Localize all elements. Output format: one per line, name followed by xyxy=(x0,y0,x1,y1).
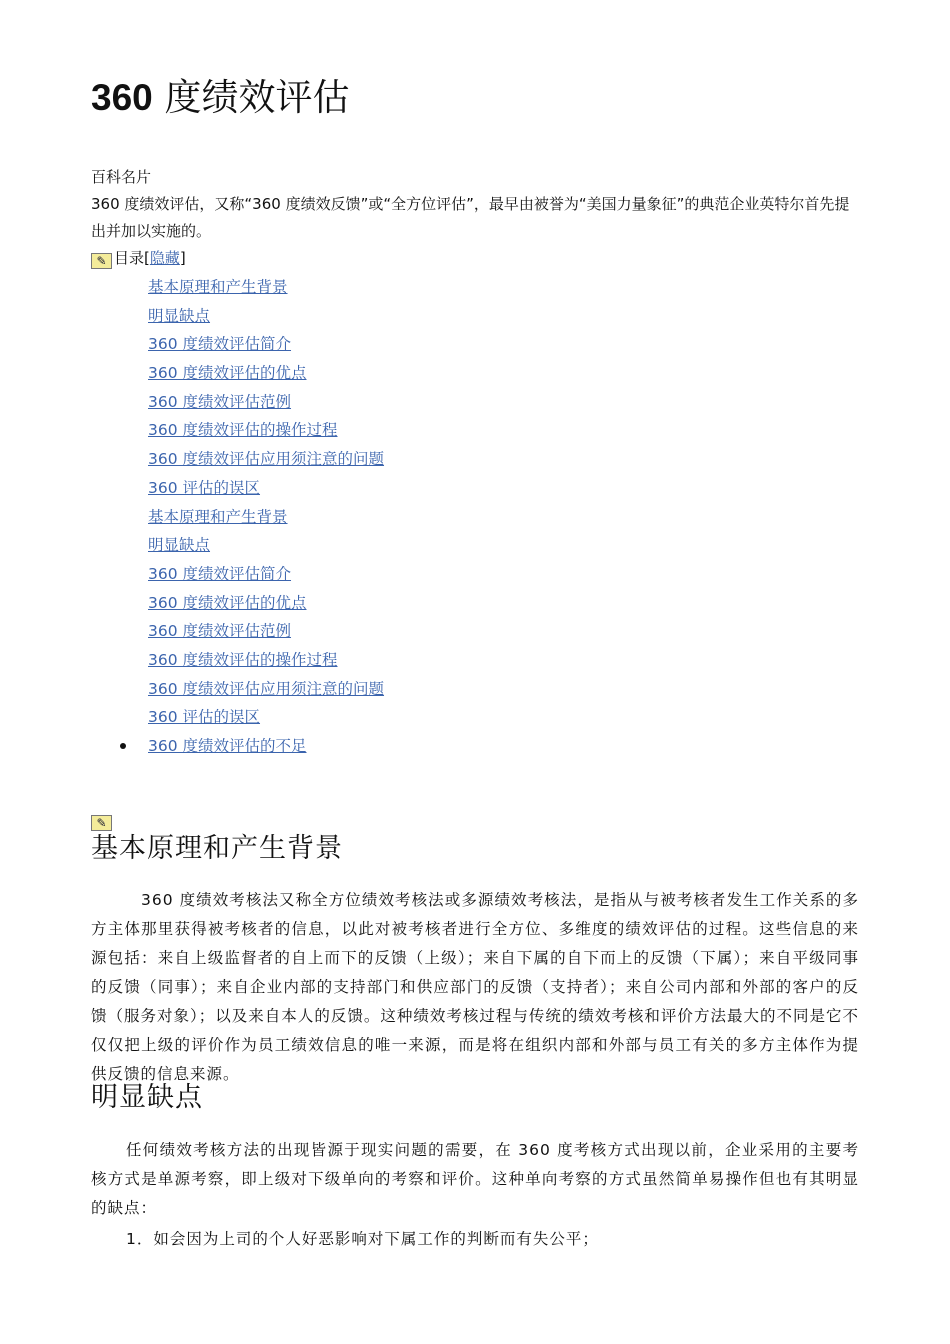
summary-text: 360 度绩效评估，又称“360 度绩效反馈”或“全方位评估”，最早由被誉为“美国力量象征”的典范企业英特尔首先提出并加以实施的。 xyxy=(91,195,850,240)
toc-bracket-close: ] xyxy=(179,249,186,267)
toc-link[interactable]: 360 度绩效评估简介 xyxy=(148,564,292,583)
toc-link[interactable]: 360 度绩效评估的优点 xyxy=(148,364,307,383)
toc-item xyxy=(148,333,384,362)
summary-label: 百科名片 xyxy=(91,168,152,186)
toc-link[interactable]: 360 度绩效评估简介 xyxy=(148,335,292,354)
toc-item xyxy=(148,477,384,506)
toc-link[interactable]: 基本原理和产生背景 xyxy=(148,507,288,526)
toc-item xyxy=(148,592,384,621)
toc-item xyxy=(148,419,384,448)
toc-link[interactable]: 360 度绩效评估应用须注意的问题 xyxy=(148,679,385,698)
toc-item xyxy=(148,563,384,592)
toc-link[interactable]: 360 度绩效评估范例 xyxy=(148,622,292,641)
toc-hide-link[interactable]: 隐藏 xyxy=(149,249,180,267)
toc-link[interactable]: 明显缺点 xyxy=(148,306,211,325)
toc-link[interactable]: 基本原理和产生背景 xyxy=(148,278,288,296)
toc-item xyxy=(148,678,384,707)
toc-item xyxy=(148,706,384,735)
toc-link[interactable]: 360 评估的误区 xyxy=(148,708,261,727)
toc-item xyxy=(148,534,384,563)
toc-link[interactable]: 360 度绩效评估范例 xyxy=(148,392,292,411)
toc-item xyxy=(148,448,384,477)
toc-edit-icon[interactable]: ✎ xyxy=(91,253,112,269)
page-title xyxy=(91,74,350,122)
page-title-text: 度绩效评估 xyxy=(152,76,350,119)
toc-item xyxy=(148,506,384,535)
toc-header xyxy=(91,246,186,270)
toc-link[interactable]: 360 度绩效评估的优点 xyxy=(148,593,307,612)
toc-link[interactable]: 360 度绩效评估的操作过程 xyxy=(148,650,338,669)
toc-link[interactable]: 360 度绩效评估应用须注意的问题 xyxy=(148,450,385,469)
toc-item xyxy=(148,362,384,391)
toc-bracket-open: [ xyxy=(144,249,150,267)
toc-list xyxy=(148,276,384,764)
section-paragraph: 任何绩效考核方法的出现皆源于现实问题的需要，在 360 度考核方式出现以前，企业采用的主要考核方式是单源考察，即上级对下级单向的考察和评价。这种单向考察的方式虽然简单易操作但也有其明显的缺点： xyxy=(91,1141,859,1217)
section-heading: 基本原理和产生背景 xyxy=(91,833,343,864)
toc-heading: 目录 xyxy=(114,249,145,267)
section-heading: 明显缺点 xyxy=(91,1082,203,1113)
section-paragraph: 360 度绩效考核法又称全方位绩效考核法或多源绩效考核法，是指从与被考核者发生工作关系的多方主体那里获得被考核者的信息，以此对被考核者进行全方位、多维度的绩效评估的过程。这些信息的来源包括：来自上级监督者的自上而下的反馈（上级）；来自下属的自下而上的反馈（下属）；来自平级同事的反馈（同事）；来自企业内部的支持部门和供应部门的反馈（支持者）；来自公司内部和外部的客户的反馈（服务对象）；以及来自本人的反馈。这种绩效考核过程与传统的绩效考核和评价方法最大的不同是它不仅仅把上级的评价作为员工绩效信息的唯一来源，而是将在组织内部和外部与员工有关的多方主体作为提供反馈的信息来源。 xyxy=(91,891,859,1083)
toc-item xyxy=(148,305,384,334)
toc-item xyxy=(148,735,384,764)
section-edit-icon[interactable]: ✎ xyxy=(91,815,112,831)
toc-link[interactable]: 360 评估的误区 xyxy=(148,478,261,497)
toc-item xyxy=(148,391,384,420)
toc-item xyxy=(148,649,384,678)
toc-link[interactable]: 明显缺点 xyxy=(148,536,211,555)
page-title-number: 360 xyxy=(91,77,153,118)
toc-item xyxy=(148,276,384,305)
toc-link[interactable]: 360 度绩效评估的操作过程 xyxy=(148,421,338,440)
list-item: 1．如会因为上司的个人好恶影响对下属工作的判断而有失公平； xyxy=(126,1230,599,1248)
toc-item xyxy=(148,620,384,649)
toc-link[interactable]: 360 度绩效评估的不足 xyxy=(148,737,307,755)
